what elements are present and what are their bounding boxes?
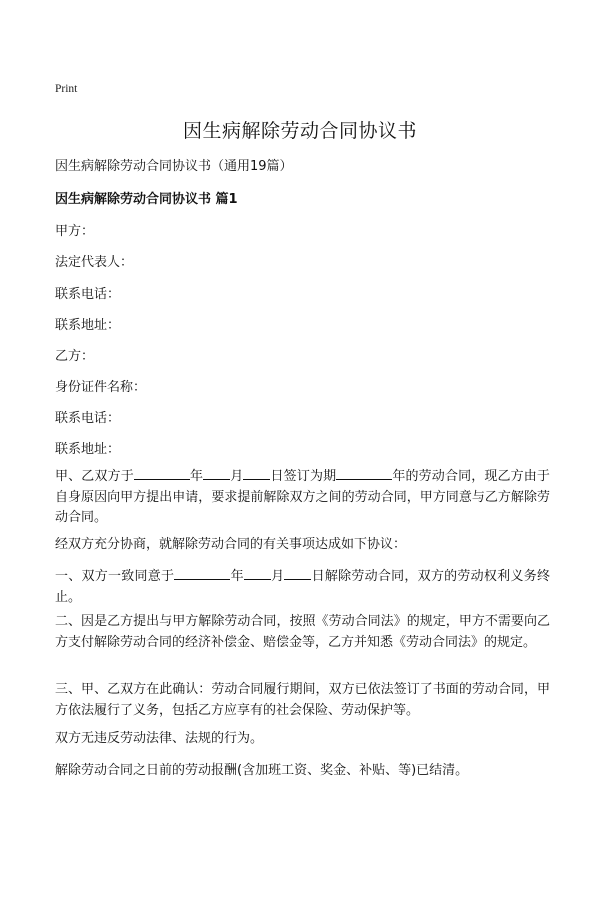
blank-year — [134, 466, 190, 480]
field-legal-rep: 法定代表人： — [55, 255, 134, 270]
field-address-a: 联系地址： — [55, 318, 121, 333]
blank-month — [244, 566, 271, 580]
field-phone-b: 联系电话： — [55, 411, 121, 426]
document-title: 因生病解除劳动合同协议书 — [182, 120, 417, 142]
document-subtitle: 因生病解除劳动合同协议书（通用19篇） — [55, 159, 293, 174]
field-phone-a: 联系电话： — [55, 287, 121, 302]
p3-text-b: 年 — [230, 569, 244, 584]
section-heading: 因生病解除劳动合同协议书 篇1 — [55, 192, 238, 207]
paragraph-clause-2: 二、因是乙方提出与甲方解除劳动合同，按照《劳动合同法》的规定，甲方不需要向乙方支付解除劳动合同的经济补偿金、赔偿金等，乙方并知悉《劳动合同法》的规定。 — [55, 614, 550, 650]
paragraph-wages-settled: 解除劳动合同之日前的劳动报酬(含加班工资、奖金、补贴、等)已结清。 — [55, 763, 469, 778]
p3-text-d: 日解除劳动合同，双方的劳动权利义务终止。 — [55, 569, 550, 605]
blank-day — [284, 566, 311, 580]
field-party-a: 甲方： — [55, 224, 95, 239]
blank-year — [174, 566, 230, 580]
blank-month — [203, 466, 230, 480]
field-id-type: 身份证件名称： — [55, 380, 147, 395]
paragraph-no-violation: 双方无违反劳动法律、法规的行为。 — [55, 731, 264, 746]
p1-text-e: 年的劳动合同，现乙方由于自身原因向甲方提出申请，要求提前解除双方之间的劳动合同，甲方同意与乙方解除劳动合同。 — [55, 469, 550, 525]
paragraph-agreement-intro: 经双方充分协商，就解除劳动合同的有关事项达成如下协议： — [55, 537, 407, 552]
p3-text-a: 一、双方一致同意于 — [55, 569, 175, 584]
paragraph-contract-terms — [55, 466, 550, 529]
field-address-b: 联系地址： — [55, 442, 121, 457]
paragraph-clause-3: 三、甲、乙双方在此确认：劳动合同履行期间，双方已依法签订了书面的劳动合同，甲方依法履行了义务，包括乙方应享有的社会保险、劳动保护等。 — [55, 682, 550, 718]
paragraph-clause-1 — [55, 566, 550, 608]
p1-text-a: 甲、乙双方于 — [55, 469, 134, 484]
p1-text-b: 年 — [189, 469, 204, 484]
p1-text-d: 日签订为期 — [270, 469, 337, 484]
field-party-b: 乙方： — [55, 349, 95, 364]
blank-term — [336, 466, 392, 480]
blank-day — [243, 466, 270, 480]
p3-text-c: 月 — [270, 569, 285, 584]
print-label[interactable]: Print — [55, 83, 78, 95]
p1-text-c: 月 — [230, 469, 244, 484]
